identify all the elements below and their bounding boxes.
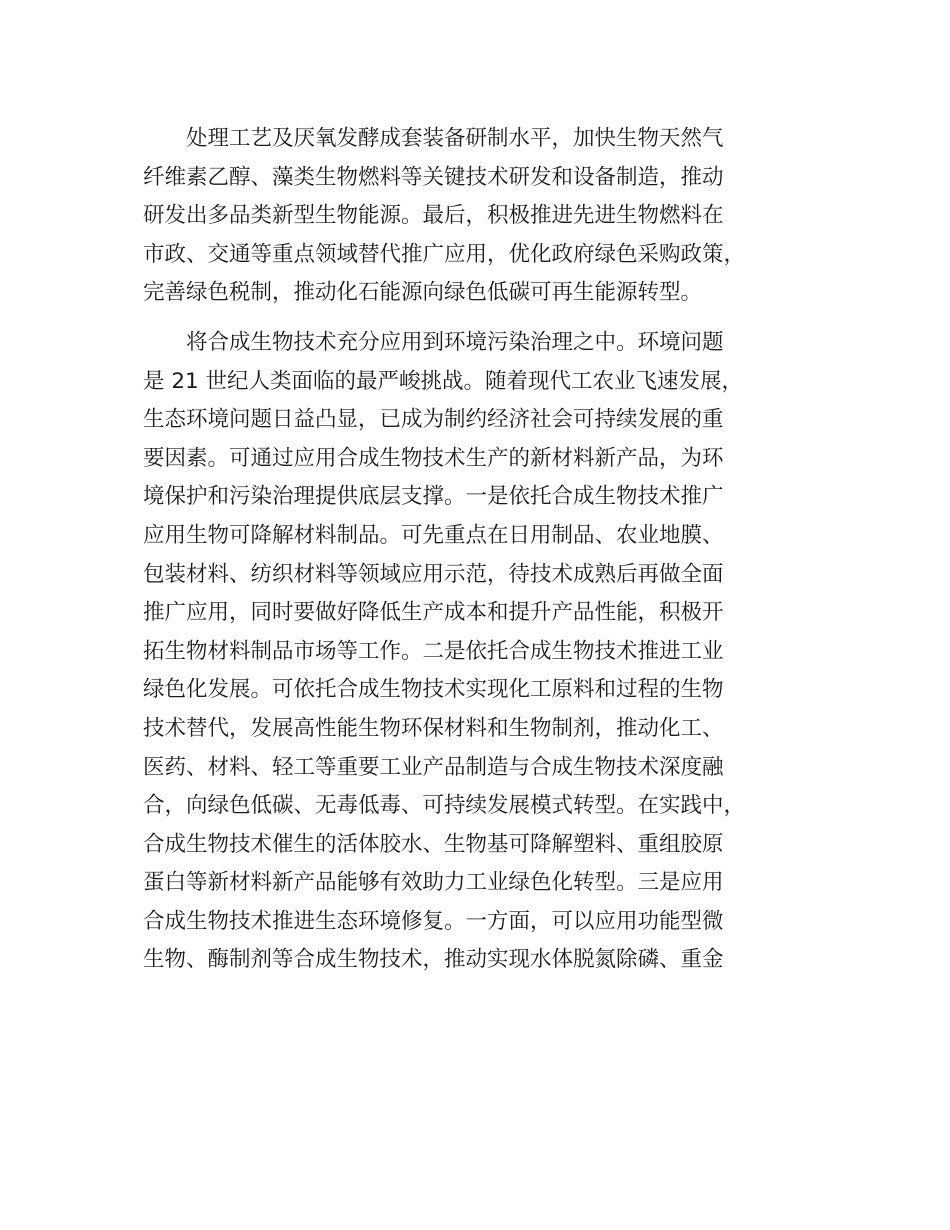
- text-line: 纤维素乙醇、藻类生物燃料等关键技术研发和设备制造，推动: [143, 164, 724, 190]
- text-line: 处理工艺及厌氧发酵成套装备研制水平，加快生物天然气: [186, 126, 724, 151]
- text-line: 应用生物可降解材料制品。可先重点在日用制品、农业地膜、: [143, 522, 724, 548]
- text-line: 合成生物技术推进生态环境修复。一方面，可以应用功能型微: [143, 908, 724, 934]
- text-line: 将合成生物技术充分应用到环境污染治理之中。环境问题: [186, 329, 724, 355]
- text-line: 推广应用，同时要做好降低生产成本和提升产品性能，积极开: [143, 600, 724, 626]
- text-line: 是 21 世纪人类面临的最严峻挑战。随着现代工农业飞速发展，: [143, 368, 744, 394]
- text-line: 研发出多品类新型生物能源。最后，积极推进先进生物燃料在: [143, 203, 724, 229]
- text-line: 绿色化发展。可依托合成生物技术实现化工原料和过程的生物: [143, 677, 724, 703]
- text-line: 医药、材料、轻工等重要工业产品制造与合成生物技术深度融: [143, 754, 724, 780]
- text-line: 合成生物技术催生的活体胶水、生物基可降解塑料、重组胶原: [143, 831, 724, 857]
- paragraph-2: [143, 324, 833, 980]
- paragraph-spacer: [143, 313, 833, 324]
- text-line: 市政、交通等重点领域替代推广应用，优化政府绿色采购政策，: [143, 241, 746, 267]
- text-line: 蛋白等新材料新产品能够有效助力工业绿色化转型。三是应用: [143, 870, 724, 896]
- text-line: 拓生物材料制品市场等工作。二是依托合成生物技术推进工业: [143, 638, 724, 664]
- text-line: 要因素。可通过应用合成生物技术生产的新材料新产品，为环: [143, 445, 724, 471]
- document-body: [143, 120, 833, 980]
- text-line: 生物、酶制剂等合成生物技术，推动实现水体脱氮除磷、重金: [143, 947, 724, 973]
- paragraph-1: [143, 120, 833, 313]
- text-line: 合，向绿色低碳、无毒低毒、可持续发展模式转型。在实践中，: [143, 793, 746, 819]
- text-line: 完善绿色税制，推动化石能源向绿色低碳可再生能源转型。: [143, 280, 703, 306]
- text-line: 生态环境问题日益凸显，已成为制约经济社会可持续发展的重: [143, 407, 724, 433]
- text-line: 包装材料、纺织材料等领域应用示范，待技术成熟后再做全面: [143, 561, 724, 587]
- text-line: 境保护和污染治理提供底层支撑。一是依托合成生物技术推广: [143, 484, 724, 510]
- text-line: 技术替代，发展高性能生物环保材料和生物制剂，推动化工、: [143, 715, 724, 741]
